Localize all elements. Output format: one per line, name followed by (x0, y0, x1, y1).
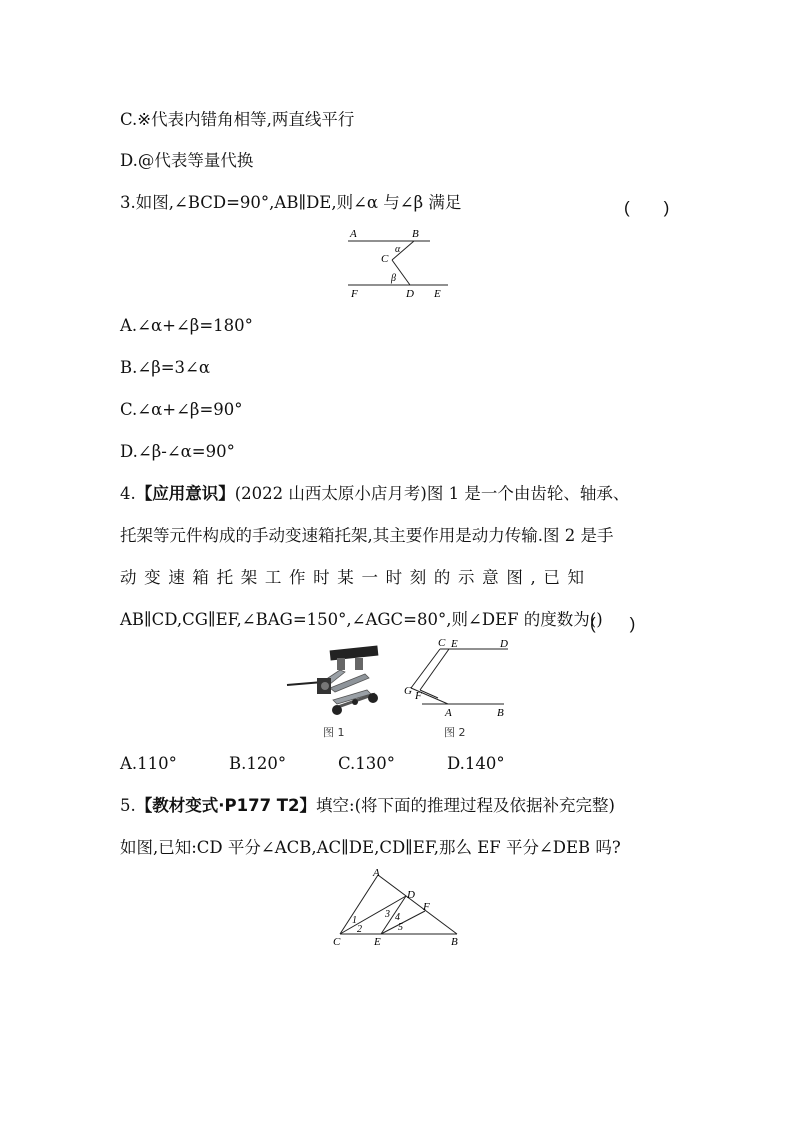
label-B: B (451, 936, 458, 948)
label-C: C (438, 637, 446, 649)
label-B: B (412, 228, 419, 240)
question-3-option-c: C.∠α+∠β=90° (120, 400, 243, 419)
label-A: A (350, 228, 357, 240)
question-4-line-3: 动 变 速 箱 托 架 工 作 时 某 一 时 刻 的 示 意 图 , 已 知 (120, 568, 586, 587)
question-5-figure (325, 866, 470, 948)
question-4-figure-2 (400, 636, 520, 721)
figure-2-caption: 图 2 (444, 726, 466, 739)
question-4-option-d: D.140° (447, 754, 505, 773)
option-c-text: C.※代表内错角相等,两直线平行 (120, 110, 355, 129)
angle-4-label: 4 (395, 912, 400, 923)
label-alpha: α (395, 244, 401, 255)
label-D: D (407, 889, 415, 901)
label-F: F (415, 690, 422, 702)
label-D: D (406, 288, 414, 300)
question-4-source: (2022 山西太原小店月考)图 1 是一个由齿轮、轴承、 (234, 484, 630, 503)
question-3-figure (340, 222, 460, 302)
question-5-number: 5. (120, 796, 136, 815)
question-3-answer-paren: ( ) (624, 198, 670, 217)
label-beta: β (391, 273, 396, 284)
question-4-line-2: 托架等元件构成的手动变速箱托架,其主要作用是动力传输.图 2 是手 (120, 526, 614, 545)
question-3-option-d: D.∠β-∠α=90° (120, 442, 235, 461)
label-B: B (497, 707, 504, 719)
question-4-line-1 (120, 484, 629, 504)
question-3-option-a: A.∠α+∠β=180° (120, 316, 253, 335)
question-4-number: 4. (120, 484, 136, 503)
label-C: C (333, 936, 341, 948)
question-4-option-c: C.130° (338, 754, 396, 773)
question-4-answer-paren: ( ) (590, 614, 636, 633)
gearbox-bracket-illustration (285, 640, 385, 720)
question-3-option-b: B.∠β=3∠α (120, 358, 211, 377)
question-5-instruction: 填空:(将下面的推理过程及依据补充完整) (316, 796, 615, 815)
question-5-line-2: 如图,已知:CD 平分∠ACB,AC∥DE,CD∥EF,那么 EF 平分∠DEB 吗? (120, 838, 621, 857)
figure-1-caption: 图 1 (323, 726, 345, 739)
angle-5-label: 5 (398, 922, 403, 933)
label-D: D (500, 638, 508, 650)
label-F: F (351, 288, 358, 300)
question-5-tag: 【教材变式·P177 T2】 (135, 796, 317, 815)
label-A: A (445, 707, 452, 719)
option-d-text: D.@代表等量代换 (120, 151, 254, 170)
question-4-tag: 【应用意识】 (135, 484, 235, 503)
label-E: E (374, 936, 381, 948)
angle-2-label: 2 (357, 924, 362, 935)
question-5-line-1 (120, 796, 615, 816)
label-G: G (404, 685, 412, 697)
angle-3-label: 3 (385, 909, 390, 920)
label-C: C (381, 253, 389, 265)
question-3-stem: 3.如图,∠BCD=90°,AB∥DE,则∠α 与∠β 满足 (120, 193, 462, 212)
label-A: A (373, 867, 380, 879)
label-E: E (434, 288, 441, 300)
label-F: F (423, 901, 430, 913)
angle-1-label: 1 (352, 915, 357, 926)
label-E: E (451, 638, 458, 650)
question-4-line-4: AB∥CD,CG∥EF,∠BAG=150°,∠AGC=80°,则∠DEF 的度数为() (120, 610, 603, 629)
question-4-option-a: A.110° (120, 754, 177, 773)
question-4-option-b: B.120° (229, 754, 287, 773)
